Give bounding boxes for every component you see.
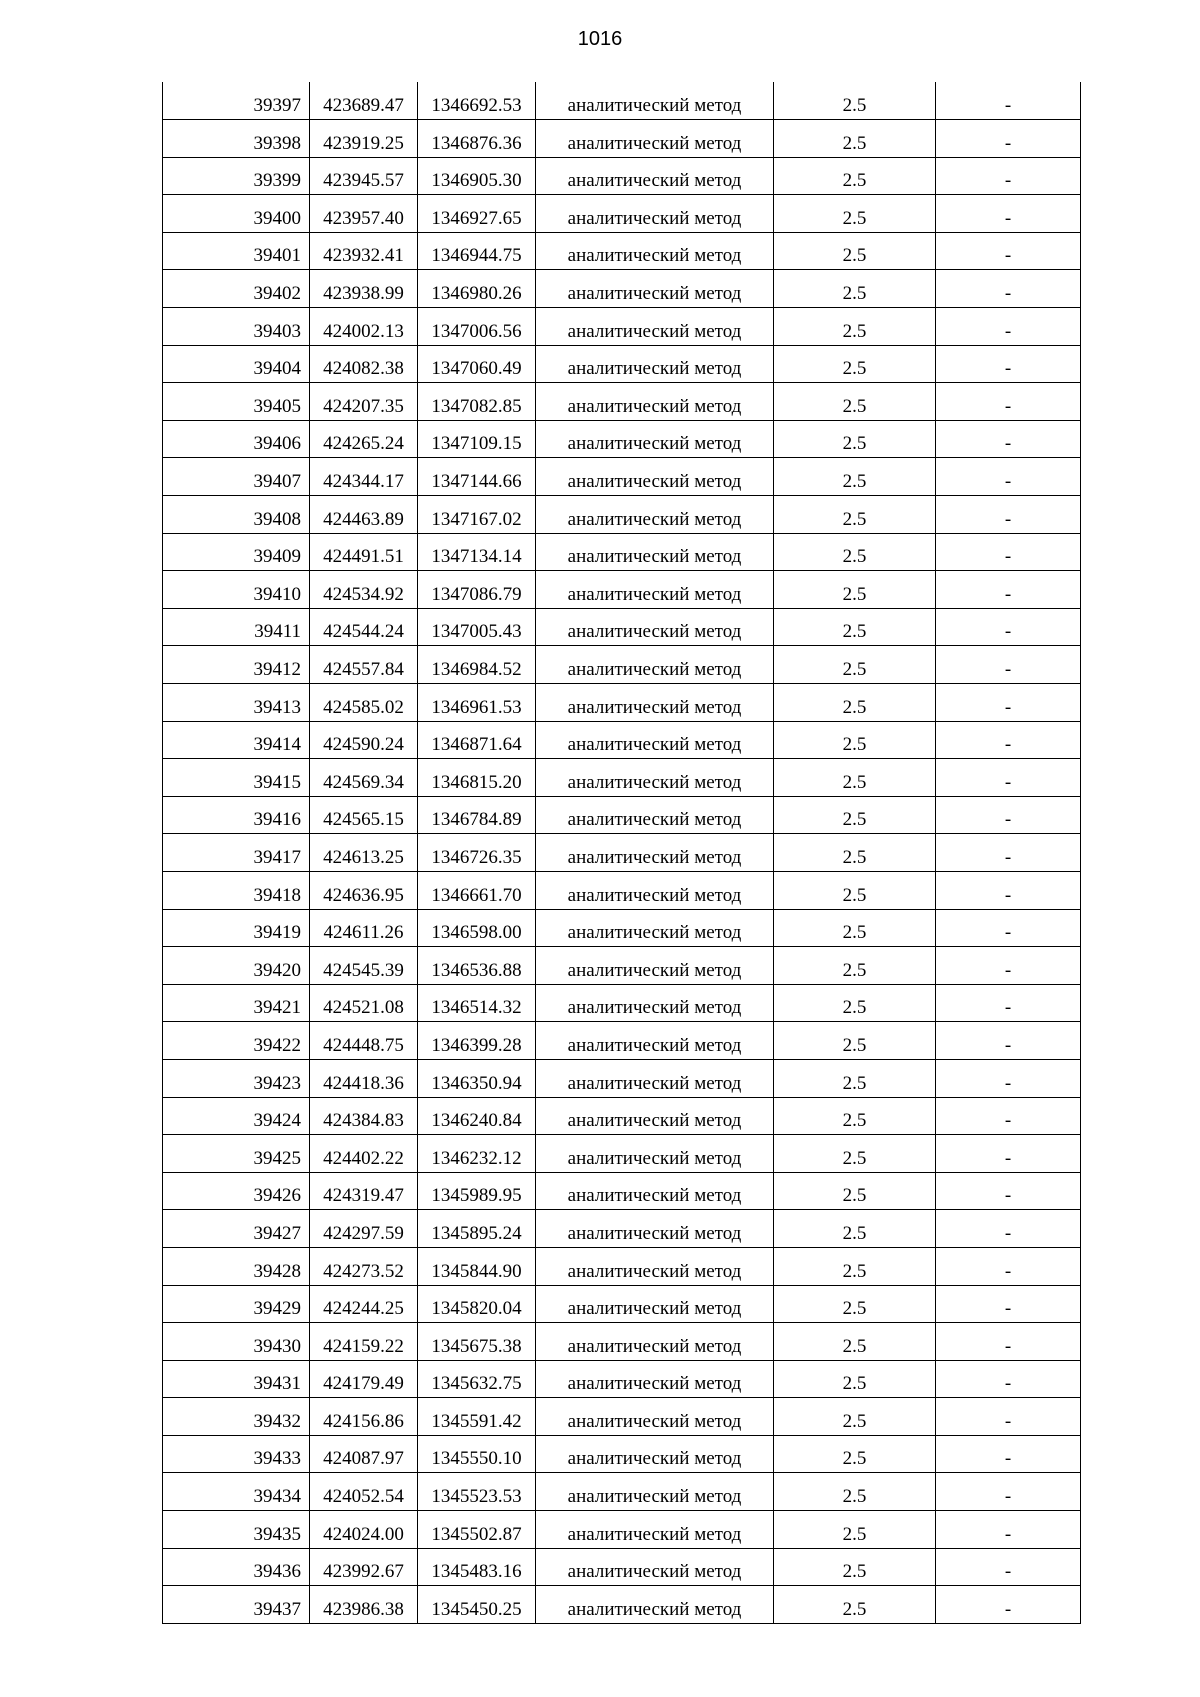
accuracy-cell: 2.5 <box>774 796 936 834</box>
y-coordinate-cell: 1346927.65 <box>418 195 536 233</box>
accuracy-cell: 2.5 <box>774 1473 936 1511</box>
y-coordinate-cell: 1346984.52 <box>418 646 536 684</box>
table-row <box>163 533 1081 571</box>
note-cell: - <box>936 608 1081 646</box>
method-cell: аналитический метод <box>536 1247 774 1285</box>
table-row <box>163 646 1081 684</box>
point-number-cell: 39418 <box>163 871 310 909</box>
table-row <box>163 1511 1081 1549</box>
table-row <box>163 1285 1081 1323</box>
accuracy-cell: 2.5 <box>774 345 936 383</box>
point-number-cell: 39425 <box>163 1135 310 1173</box>
note-cell: - <box>936 496 1081 534</box>
accuracy-cell: 2.5 <box>774 533 936 571</box>
point-number-cell: 39419 <box>163 909 310 947</box>
x-coordinate-cell: 424545.39 <box>310 947 418 985</box>
note-cell: - <box>936 1398 1081 1436</box>
note-cell: - <box>936 420 1081 458</box>
method-cell: аналитический метод <box>536 270 774 308</box>
point-number-cell: 39402 <box>163 270 310 308</box>
point-number-cell: 39410 <box>163 571 310 609</box>
accuracy-cell: 2.5 <box>774 420 936 458</box>
table-row <box>163 571 1081 609</box>
x-coordinate-cell: 423938.99 <box>310 270 418 308</box>
accuracy-cell: 2.5 <box>774 1097 936 1135</box>
table-row <box>163 195 1081 233</box>
table-row <box>163 345 1081 383</box>
x-coordinate-cell: 423932.41 <box>310 232 418 270</box>
note-cell: - <box>936 1059 1081 1097</box>
accuracy-cell: 2.5 <box>774 1323 936 1361</box>
accuracy-cell: 2.5 <box>774 496 936 534</box>
note-cell: - <box>936 1247 1081 1285</box>
x-coordinate-cell: 424156.86 <box>310 1398 418 1436</box>
accuracy-cell: 2.5 <box>774 1135 936 1173</box>
method-cell: аналитический метод <box>536 1511 774 1549</box>
coordinates-table <box>162 82 1081 1624</box>
table-row <box>163 1022 1081 1060</box>
point-number-cell: 39409 <box>163 533 310 571</box>
method-cell: аналитический метод <box>536 909 774 947</box>
table-row <box>163 1059 1081 1097</box>
table-row <box>163 1435 1081 1473</box>
table-row <box>163 1548 1081 1586</box>
table-row <box>163 947 1081 985</box>
accuracy-cell: 2.5 <box>774 759 936 797</box>
table-row <box>163 1172 1081 1210</box>
x-coordinate-cell: 424244.25 <box>310 1285 418 1323</box>
y-coordinate-cell: 1347005.43 <box>418 608 536 646</box>
note-cell: - <box>936 834 1081 872</box>
method-cell: аналитический метод <box>536 721 774 759</box>
x-coordinate-cell: 424297.59 <box>310 1210 418 1248</box>
y-coordinate-cell: 1346661.70 <box>418 871 536 909</box>
point-number-cell: 39427 <box>163 1210 310 1248</box>
table-row <box>163 684 1081 722</box>
point-number-cell: 39416 <box>163 796 310 834</box>
point-number-cell: 39415 <box>163 759 310 797</box>
accuracy-cell: 2.5 <box>774 1022 936 1060</box>
point-number-cell: 39422 <box>163 1022 310 1060</box>
y-coordinate-cell: 1346815.20 <box>418 759 536 797</box>
method-cell: аналитический метод <box>536 420 774 458</box>
y-coordinate-cell: 1346350.94 <box>418 1059 536 1097</box>
y-coordinate-cell: 1346876.36 <box>418 120 536 158</box>
method-cell: аналитический метод <box>536 1435 774 1473</box>
note-cell: - <box>936 120 1081 158</box>
y-coordinate-cell: 1345523.53 <box>418 1473 536 1511</box>
x-coordinate-cell: 424418.36 <box>310 1059 418 1097</box>
method-cell: аналитический метод <box>536 157 774 195</box>
accuracy-cell: 2.5 <box>774 1247 936 1285</box>
y-coordinate-cell: 1347060.49 <box>418 345 536 383</box>
x-coordinate-cell: 424087.97 <box>310 1435 418 1473</box>
method-cell: аналитический метод <box>536 1473 774 1511</box>
method-cell: аналитический метод <box>536 796 774 834</box>
accuracy-cell: 2.5 <box>774 684 936 722</box>
table-row <box>163 608 1081 646</box>
table-row <box>163 157 1081 195</box>
table-row <box>163 232 1081 270</box>
note-cell: - <box>936 1210 1081 1248</box>
method-cell: аналитический метод <box>536 232 774 270</box>
table-row <box>163 1135 1081 1173</box>
table-row <box>163 270 1081 308</box>
x-coordinate-cell: 424636.95 <box>310 871 418 909</box>
note-cell: - <box>936 796 1081 834</box>
accuracy-cell: 2.5 <box>774 1059 936 1097</box>
x-coordinate-cell: 424565.15 <box>310 796 418 834</box>
y-coordinate-cell: 1345591.42 <box>418 1398 536 1436</box>
note-cell: - <box>936 82 1081 120</box>
note-cell: - <box>936 721 1081 759</box>
note-cell: - <box>936 759 1081 797</box>
y-coordinate-cell: 1346944.75 <box>418 232 536 270</box>
point-number-cell: 39398 <box>163 120 310 158</box>
point-number-cell: 39412 <box>163 646 310 684</box>
note-cell: - <box>936 871 1081 909</box>
method-cell: аналитический метод <box>536 496 774 534</box>
accuracy-cell: 2.5 <box>774 721 936 759</box>
method-cell: аналитический метод <box>536 1059 774 1097</box>
coordinates-table-body <box>163 82 1081 1623</box>
point-number-cell: 39407 <box>163 458 310 496</box>
x-coordinate-cell: 424557.84 <box>310 646 418 684</box>
accuracy-cell: 2.5 <box>774 646 936 684</box>
y-coordinate-cell: 1346536.88 <box>418 947 536 985</box>
table-row <box>163 984 1081 1022</box>
table-row <box>163 721 1081 759</box>
y-coordinate-cell: 1347082.85 <box>418 383 536 421</box>
point-number-cell: 39405 <box>163 383 310 421</box>
accuracy-cell: 2.5 <box>774 120 936 158</box>
x-coordinate-cell: 424159.22 <box>310 1323 418 1361</box>
note-cell: - <box>936 1473 1081 1511</box>
accuracy-cell: 2.5 <box>774 195 936 233</box>
method-cell: аналитический метод <box>536 458 774 496</box>
method-cell: аналитический метод <box>536 984 774 1022</box>
accuracy-cell: 2.5 <box>774 1360 936 1398</box>
table-row <box>163 420 1081 458</box>
point-number-cell: 39430 <box>163 1323 310 1361</box>
accuracy-cell: 2.5 <box>774 947 936 985</box>
y-coordinate-cell: 1345844.90 <box>418 1247 536 1285</box>
method-cell: аналитический метод <box>536 120 774 158</box>
x-coordinate-cell: 424463.89 <box>310 496 418 534</box>
x-coordinate-cell: 424613.25 <box>310 834 418 872</box>
point-number-cell: 39423 <box>163 1059 310 1097</box>
accuracy-cell: 2.5 <box>774 157 936 195</box>
note-cell: - <box>936 909 1081 947</box>
y-coordinate-cell: 1346399.28 <box>418 1022 536 1060</box>
x-coordinate-cell: 424544.24 <box>310 608 418 646</box>
point-number-cell: 39426 <box>163 1172 310 1210</box>
point-number-cell: 39429 <box>163 1285 310 1323</box>
x-coordinate-cell: 424024.00 <box>310 1511 418 1549</box>
note-cell: - <box>936 947 1081 985</box>
x-coordinate-cell: 424344.17 <box>310 458 418 496</box>
note-cell: - <box>936 1323 1081 1361</box>
x-coordinate-cell: 424082.38 <box>310 345 418 383</box>
method-cell: аналитический метод <box>536 345 774 383</box>
point-number-cell: 39403 <box>163 308 310 346</box>
accuracy-cell: 2.5 <box>774 1586 936 1624</box>
table-row <box>163 909 1081 947</box>
x-coordinate-cell: 423986.38 <box>310 1586 418 1624</box>
x-coordinate-cell: 424611.26 <box>310 909 418 947</box>
note-cell: - <box>936 571 1081 609</box>
x-coordinate-cell: 424265.24 <box>310 420 418 458</box>
method-cell: аналитический метод <box>536 947 774 985</box>
point-number-cell: 39420 <box>163 947 310 985</box>
y-coordinate-cell: 1346784.89 <box>418 796 536 834</box>
method-cell: аналитический метод <box>536 533 774 571</box>
y-coordinate-cell: 1346232.12 <box>418 1135 536 1173</box>
point-number-cell: 39428 <box>163 1247 310 1285</box>
method-cell: аналитический метод <box>536 1285 774 1323</box>
accuracy-cell: 2.5 <box>774 984 936 1022</box>
x-coordinate-cell: 424402.22 <box>310 1135 418 1173</box>
note-cell: - <box>936 1548 1081 1586</box>
table-row <box>163 82 1081 120</box>
point-number-cell: 39424 <box>163 1097 310 1135</box>
y-coordinate-cell: 1345483.16 <box>418 1548 536 1586</box>
accuracy-cell: 2.5 <box>774 308 936 346</box>
point-number-cell: 39397 <box>163 82 310 120</box>
y-coordinate-cell: 1347134.14 <box>418 533 536 571</box>
point-number-cell: 39433 <box>163 1435 310 1473</box>
x-coordinate-cell: 423957.40 <box>310 195 418 233</box>
x-coordinate-cell: 424569.34 <box>310 759 418 797</box>
accuracy-cell: 2.5 <box>774 608 936 646</box>
point-number-cell: 39435 <box>163 1511 310 1549</box>
y-coordinate-cell: 1346961.53 <box>418 684 536 722</box>
x-coordinate-cell: 424319.47 <box>310 1172 418 1210</box>
point-number-cell: 39411 <box>163 608 310 646</box>
note-cell: - <box>936 157 1081 195</box>
point-number-cell: 39417 <box>163 834 310 872</box>
point-number-cell: 39436 <box>163 1548 310 1586</box>
accuracy-cell: 2.5 <box>774 383 936 421</box>
note-cell: - <box>936 1285 1081 1323</box>
x-coordinate-cell: 424521.08 <box>310 984 418 1022</box>
table-row <box>163 796 1081 834</box>
y-coordinate-cell: 1346240.84 <box>418 1097 536 1135</box>
x-coordinate-cell: 423992.67 <box>310 1548 418 1586</box>
note-cell: - <box>936 684 1081 722</box>
point-number-cell: 39414 <box>163 721 310 759</box>
note-cell: - <box>936 533 1081 571</box>
x-coordinate-cell: 424273.52 <box>310 1247 418 1285</box>
accuracy-cell: 2.5 <box>774 1435 936 1473</box>
y-coordinate-cell: 1345450.25 <box>418 1586 536 1624</box>
y-coordinate-cell: 1347006.56 <box>418 308 536 346</box>
point-number-cell: 39401 <box>163 232 310 270</box>
table-row <box>163 759 1081 797</box>
y-coordinate-cell: 1345895.24 <box>418 1210 536 1248</box>
method-cell: аналитический метод <box>536 1548 774 1586</box>
method-cell: аналитический метод <box>536 1323 774 1361</box>
method-cell: аналитический метод <box>536 646 774 684</box>
x-coordinate-cell: 424384.83 <box>310 1097 418 1135</box>
accuracy-cell: 2.5 <box>774 909 936 947</box>
x-coordinate-cell: 423919.25 <box>310 120 418 158</box>
x-coordinate-cell: 424585.02 <box>310 684 418 722</box>
note-cell: - <box>936 646 1081 684</box>
x-coordinate-cell: 424207.35 <box>310 383 418 421</box>
table-row <box>163 496 1081 534</box>
accuracy-cell: 2.5 <box>774 1398 936 1436</box>
method-cell: аналитический метод <box>536 684 774 722</box>
method-cell: аналитический метод <box>536 1398 774 1436</box>
point-number-cell: 39432 <box>163 1398 310 1436</box>
accuracy-cell: 2.5 <box>774 1511 936 1549</box>
note-cell: - <box>936 1097 1081 1135</box>
y-coordinate-cell: 1347109.15 <box>418 420 536 458</box>
method-cell: аналитический метод <box>536 1135 774 1173</box>
accuracy-cell: 2.5 <box>774 1548 936 1586</box>
accuracy-cell: 2.5 <box>774 458 936 496</box>
x-coordinate-cell: 424179.49 <box>310 1360 418 1398</box>
point-number-cell: 39399 <box>163 157 310 195</box>
note-cell: - <box>936 232 1081 270</box>
y-coordinate-cell: 1345675.38 <box>418 1323 536 1361</box>
note-cell: - <box>936 345 1081 383</box>
table-row <box>163 834 1081 872</box>
note-cell: - <box>936 1586 1081 1624</box>
note-cell: - <box>936 195 1081 233</box>
table-row <box>163 383 1081 421</box>
method-cell: аналитический метод <box>536 834 774 872</box>
table-row <box>163 1247 1081 1285</box>
method-cell: аналитический метод <box>536 608 774 646</box>
point-number-cell: 39400 <box>163 195 310 233</box>
table-row <box>163 1097 1081 1135</box>
method-cell: аналитический метод <box>536 759 774 797</box>
note-cell: - <box>936 308 1081 346</box>
y-coordinate-cell: 1347144.66 <box>418 458 536 496</box>
point-number-cell: 39408 <box>163 496 310 534</box>
y-coordinate-cell: 1346905.30 <box>418 157 536 195</box>
x-coordinate-cell: 424534.92 <box>310 571 418 609</box>
accuracy-cell: 2.5 <box>774 1172 936 1210</box>
point-number-cell: 39421 <box>163 984 310 1022</box>
table-row <box>163 458 1081 496</box>
page-number: 1016 <box>577 28 623 50</box>
accuracy-cell: 2.5 <box>774 270 936 308</box>
accuracy-cell: 2.5 <box>774 1285 936 1323</box>
note-cell: - <box>936 1172 1081 1210</box>
point-number-cell: 39434 <box>163 1473 310 1511</box>
y-coordinate-cell: 1345502.87 <box>418 1511 536 1549</box>
accuracy-cell: 2.5 <box>774 82 936 120</box>
method-cell: аналитический метод <box>536 571 774 609</box>
point-number-cell: 39431 <box>163 1360 310 1398</box>
y-coordinate-cell: 1346598.00 <box>418 909 536 947</box>
method-cell: аналитический метод <box>536 1586 774 1624</box>
point-number-cell: 39413 <box>163 684 310 722</box>
method-cell: аналитический метод <box>536 1022 774 1060</box>
table-row <box>163 1398 1081 1436</box>
accuracy-cell: 2.5 <box>774 1210 936 1248</box>
accuracy-cell: 2.5 <box>774 571 936 609</box>
table-row <box>163 308 1081 346</box>
y-coordinate-cell: 1345550.10 <box>418 1435 536 1473</box>
y-coordinate-cell: 1346871.64 <box>418 721 536 759</box>
method-cell: аналитический метод <box>536 1210 774 1248</box>
y-coordinate-cell: 1347167.02 <box>418 496 536 534</box>
method-cell: аналитический метод <box>536 1097 774 1135</box>
table-row <box>163 1210 1081 1248</box>
x-coordinate-cell: 424491.51 <box>310 533 418 571</box>
method-cell: аналитический метод <box>536 871 774 909</box>
note-cell: - <box>936 1135 1081 1173</box>
note-cell: - <box>936 1360 1081 1398</box>
note-cell: - <box>936 984 1081 1022</box>
table-row <box>163 1323 1081 1361</box>
method-cell: аналитический метод <box>536 1172 774 1210</box>
note-cell: - <box>936 1511 1081 1549</box>
accuracy-cell: 2.5 <box>774 834 936 872</box>
y-coordinate-cell: 1346726.35 <box>418 834 536 872</box>
y-coordinate-cell: 1346692.53 <box>418 82 536 120</box>
method-cell: аналитический метод <box>536 82 774 120</box>
accuracy-cell: 2.5 <box>774 871 936 909</box>
note-cell: - <box>936 270 1081 308</box>
y-coordinate-cell: 1345632.75 <box>418 1360 536 1398</box>
note-cell: - <box>936 458 1081 496</box>
method-cell: аналитический метод <box>536 1360 774 1398</box>
x-coordinate-cell: 424052.54 <box>310 1473 418 1511</box>
note-cell: - <box>936 1022 1081 1060</box>
x-coordinate-cell: 424002.13 <box>310 308 418 346</box>
method-cell: аналитический метод <box>536 383 774 421</box>
note-cell: - <box>936 383 1081 421</box>
point-number-cell: 39437 <box>163 1586 310 1624</box>
method-cell: аналитический метод <box>536 308 774 346</box>
accuracy-cell: 2.5 <box>774 232 936 270</box>
table-row <box>163 1473 1081 1511</box>
table-row <box>163 1360 1081 1398</box>
y-coordinate-cell: 1346980.26 <box>418 270 536 308</box>
x-coordinate-cell: 423945.57 <box>310 157 418 195</box>
x-coordinate-cell: 423689.47 <box>310 82 418 120</box>
method-cell: аналитический метод <box>536 195 774 233</box>
table-row <box>163 871 1081 909</box>
y-coordinate-cell: 1345820.04 <box>418 1285 536 1323</box>
table-row <box>163 120 1081 158</box>
x-coordinate-cell: 424590.24 <box>310 721 418 759</box>
y-coordinate-cell: 1347086.79 <box>418 571 536 609</box>
y-coordinate-cell: 1346514.32 <box>418 984 536 1022</box>
x-coordinate-cell: 424448.75 <box>310 1022 418 1060</box>
point-number-cell: 39406 <box>163 420 310 458</box>
note-cell: - <box>936 1435 1081 1473</box>
y-coordinate-cell: 1345989.95 <box>418 1172 536 1210</box>
point-number-cell: 39404 <box>163 345 310 383</box>
table-row <box>163 1586 1081 1624</box>
